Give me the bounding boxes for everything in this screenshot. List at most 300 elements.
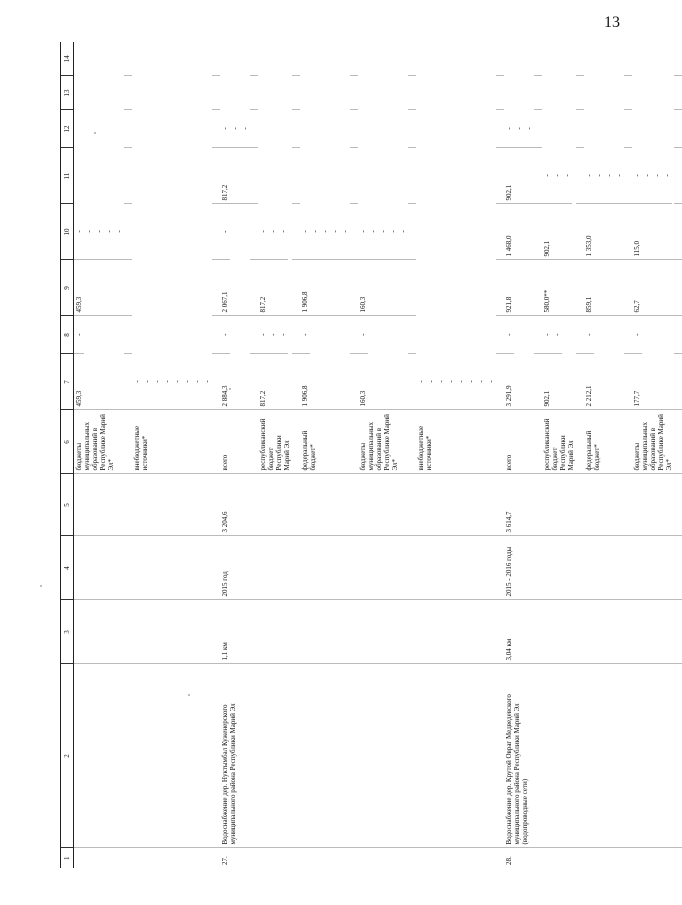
- cell-value-col13: -: [652, 148, 662, 204]
- cell-length: 3,04 км: [504, 600, 534, 664]
- cell-no: [132, 848, 212, 868]
- spacer-cell: [624, 110, 632, 148]
- spacer-cell: [534, 42, 542, 76]
- cell-value-col8: -: [584, 317, 594, 355]
- cell-value-col8: -: [504, 317, 514, 355]
- spacer-cell: [124, 42, 132, 76]
- spacer-cell: [624, 76, 632, 110]
- cell-value-col12: -: [320, 204, 330, 260]
- cell-value-col7: 2 212,1: [584, 354, 624, 410]
- spacer-cell: [576, 260, 584, 316]
- row-spacer: [212, 42, 220, 868]
- spacer-cell: [292, 848, 300, 868]
- cell-length: [632, 600, 674, 664]
- cell-length: [74, 600, 125, 664]
- spacer-cell: [250, 42, 258, 76]
- table-header: [61, 42, 74, 868]
- spacer-cell: [408, 204, 416, 260]
- spacer-cell: [212, 204, 220, 260]
- spacer-cell: [212, 260, 220, 316]
- spacer-cell: [674, 848, 682, 868]
- cell-name: [632, 664, 674, 848]
- cell-value-col9: 859,1: [584, 260, 624, 316]
- cell-value-col14: -: [562, 148, 572, 204]
- cell-name: [132, 664, 212, 848]
- spacer-cell: [250, 848, 258, 868]
- cell-value-col7: 2 884,3: [220, 354, 250, 410]
- spacer-cell: [624, 410, 632, 474]
- cell-cost: [132, 474, 212, 536]
- column-header-13: 13: [61, 76, 74, 110]
- spacer-cell: [350, 316, 358, 354]
- cell-value-col13: -: [330, 204, 340, 260]
- table-row: [220, 42, 250, 868]
- spacer-cell: [534, 536, 542, 600]
- cell-value-col9: -: [268, 317, 278, 355]
- table-row: [132, 42, 212, 868]
- row-spacer: [496, 42, 504, 868]
- row-spacer: [350, 42, 358, 868]
- scan-speck: [94, 132, 96, 134]
- spacer-cell: [674, 536, 682, 600]
- cell-value-col13: -: [268, 204, 278, 260]
- cell-cost: [416, 474, 496, 536]
- cell-value-col13: -: [230, 110, 240, 148]
- spacer-cell: [496, 664, 504, 848]
- column-header-9: 9: [61, 260, 74, 316]
- spacer-cell: [534, 316, 542, 354]
- spacer-cell: [408, 76, 416, 110]
- cell-value-col10: -: [446, 354, 456, 410]
- cell-value-col10: 580,0**: [542, 260, 576, 316]
- cell-value-col12: -: [642, 148, 652, 204]
- cell-no: [258, 848, 292, 868]
- cell-cost: [74, 474, 125, 536]
- spacer-cell: [674, 474, 682, 536]
- column-header-5: 5: [61, 474, 74, 536]
- cell-value-col8: -: [300, 317, 310, 355]
- cell-name: Водоснабжение дер. Крутой Овраг Медведевского муниципального района Республики Марий Эл (водопроводные сети): [504, 664, 534, 848]
- spacer-cell: [408, 260, 416, 316]
- cell-value-col7: 902,1: [542, 354, 576, 410]
- cell-value-col8: -: [358, 317, 368, 355]
- table-row: [584, 42, 624, 868]
- spacer-cell: [292, 664, 300, 848]
- spacer-cell: [576, 474, 584, 536]
- spacer-cell: [496, 474, 504, 536]
- cell-source: республиканский бюджет Республики Марий Эл: [258, 410, 292, 474]
- spacer-cell: [124, 260, 132, 316]
- cell-period: [74, 536, 125, 600]
- cell-source: бюджеты муниципальных образований в Республике Марий Эл*: [632, 410, 674, 474]
- spacer-cell: [534, 204, 542, 260]
- spacer-cell: [576, 148, 584, 204]
- cell-value-col10: 1 353,0: [584, 204, 624, 260]
- spacer-cell: [534, 600, 542, 664]
- cell-value-col11: 817,2: [258, 260, 292, 316]
- spacer-cell: [496, 76, 504, 110]
- spacer-cell: [350, 354, 358, 410]
- spacer-cell: [624, 148, 632, 204]
- spacer-cell: [674, 410, 682, 474]
- spacer-cell: [408, 316, 416, 354]
- spacer-cell: [624, 664, 632, 848]
- spacer-cell: [292, 474, 300, 536]
- spacer-cell: [212, 848, 220, 868]
- spacer-cell: [350, 664, 358, 848]
- cell-value-col9: 1 906,8: [300, 260, 350, 316]
- cell-length: [258, 600, 292, 664]
- cell-value-col12: -: [182, 354, 192, 410]
- spacer-cell: [292, 76, 300, 110]
- cell-value-col14: -: [340, 204, 350, 260]
- spacer-cell: [250, 76, 258, 110]
- cell-value-col7: 3 291,9: [504, 354, 534, 410]
- cell-cost: 3 614,7: [504, 474, 534, 536]
- cell-value-col12: -: [94, 204, 104, 260]
- cell-value-col11: -: [368, 204, 378, 260]
- cell-no: [584, 848, 624, 868]
- spacer-cell: [124, 204, 132, 260]
- cell-source: всего: [504, 410, 534, 474]
- investment-table: [60, 42, 682, 868]
- cell-length: [542, 600, 576, 664]
- spacer-cell: [408, 474, 416, 536]
- spacer-cell: [534, 354, 542, 410]
- spacer-cell: [124, 474, 132, 536]
- spacer-cell: [576, 316, 584, 354]
- spacer-cell: [124, 410, 132, 474]
- row-spacer: [250, 42, 258, 868]
- cell-source: республиканский бюджет Республики Марий Эл: [542, 410, 576, 474]
- spacer-cell: [292, 204, 300, 260]
- spacer-cell: [534, 664, 542, 848]
- cell-value-col8: -: [74, 317, 84, 355]
- cell-value-col10: -: [220, 205, 230, 261]
- cell-value-col14: -: [114, 204, 124, 260]
- cell-cost: [258, 474, 292, 536]
- cell-value-col8: -: [142, 354, 152, 410]
- spacer-cell: [674, 204, 682, 260]
- cell-value-col11: -: [632, 148, 642, 204]
- cell-cost: [300, 474, 350, 536]
- cell-source: внебюджетные источники*: [416, 410, 496, 474]
- spacer-cell: [292, 316, 300, 354]
- spacer-cell: [250, 260, 258, 316]
- spacer-cell: [292, 110, 300, 148]
- spacer-cell: [124, 848, 132, 868]
- spacer-cell: [674, 354, 682, 410]
- cell-value-col11: -: [456, 354, 466, 410]
- cell-value-col11: 902,1: [504, 148, 534, 204]
- cell-source: внебюджетные источники*: [132, 410, 212, 474]
- cell-period: 2015 - 2016 годы: [504, 536, 534, 600]
- spacer-cell: [674, 42, 682, 76]
- cell-period: [132, 536, 212, 600]
- table-row: [632, 42, 674, 868]
- spacer-cell: [674, 110, 682, 148]
- spacer-cell: [576, 536, 584, 600]
- spacer-cell: [292, 42, 300, 76]
- spacer-cell: [212, 664, 220, 848]
- cell-value-col13: -: [192, 354, 202, 410]
- table-row: [74, 42, 125, 868]
- spacer-cell: [350, 42, 358, 76]
- spacer-cell: [124, 110, 132, 148]
- scan-speck: [40, 585, 42, 587]
- cell-value-col8: -: [258, 317, 268, 355]
- cell-value-col14: -: [486, 354, 496, 410]
- cell-no: 27.: [221, 856, 229, 865]
- row-spacer: [534, 42, 542, 868]
- spacer-cell: [292, 354, 300, 410]
- cell-value-col7: -: [132, 354, 142, 410]
- spacer-cell: [250, 204, 258, 260]
- cell-source: бюджеты муниципальных образований в Республике Марий Эл*: [358, 410, 408, 474]
- cell-value-col9: -: [152, 354, 162, 410]
- spacer-cell: [534, 76, 542, 110]
- cell-value-col11: 817,2: [220, 148, 250, 204]
- spacer-cell: [576, 204, 584, 260]
- spacer-cell: [576, 110, 584, 148]
- cell-value-col9: -: [436, 354, 446, 410]
- cell-value-col11: -: [310, 204, 320, 260]
- spacer-cell: [496, 536, 504, 600]
- spacer-cell: [534, 148, 542, 204]
- cell-period: 2015 год: [220, 536, 250, 600]
- spacer-cell: [350, 204, 358, 260]
- cell-value-col7: 459,3: [74, 354, 125, 410]
- spacer-cell: [674, 148, 682, 204]
- cell-value-col14: -: [202, 354, 212, 410]
- spacer-cell: [292, 148, 300, 204]
- cell-value-col7: 817,2: [258, 354, 292, 410]
- spacer-cell: [292, 260, 300, 316]
- cell-value-col10: -: [358, 204, 368, 260]
- spacer-cell: [496, 148, 504, 204]
- cell-value-col10: -: [162, 354, 172, 410]
- spacer-cell: [576, 664, 584, 848]
- column-header-11: 11: [61, 148, 74, 204]
- spacer-cell: [212, 474, 220, 536]
- cell-value-col14: -: [662, 148, 672, 204]
- cell-no: [632, 848, 674, 868]
- cell-value-col10: -: [278, 317, 288, 355]
- spacer-cell: [576, 410, 584, 474]
- spacer-cell: [292, 600, 300, 664]
- spacer-cell: [496, 600, 504, 664]
- cell-value-col14: -: [524, 110, 534, 148]
- cell-length: [300, 600, 350, 664]
- spacer-cell: [624, 600, 632, 664]
- column-header-4: 4: [61, 536, 74, 600]
- table-row: [542, 42, 576, 868]
- cell-name: [542, 664, 576, 848]
- cell-value-col13: -: [104, 204, 114, 260]
- spacer-cell: [350, 600, 358, 664]
- spacer-cell: [674, 260, 682, 316]
- column-header-1: 1: [61, 848, 74, 868]
- cell-name: [300, 664, 350, 848]
- spacer-cell: [624, 354, 632, 410]
- spacer-cell: [624, 474, 632, 536]
- cell-length: [584, 600, 624, 664]
- table-row: [416, 42, 496, 868]
- cell-source: бюджеты муниципальных образований в Республике Марий Эл*: [74, 410, 125, 474]
- cell-value-col12: -: [504, 110, 514, 148]
- cell-value-col11: -: [584, 148, 594, 204]
- spacer-cell: [408, 110, 416, 148]
- table-row: [300, 42, 350, 868]
- spacer-cell: [124, 664, 132, 848]
- cell-name: [416, 664, 496, 848]
- cell-value-col9: -: [552, 317, 562, 355]
- cell-value-col9: 2 067,1: [220, 260, 250, 316]
- spacer-cell: [124, 316, 132, 354]
- spacer-cell: [250, 148, 258, 204]
- cell-no: [74, 848, 125, 868]
- spacer-cell: [350, 474, 358, 536]
- spacer-cell: [212, 76, 220, 110]
- cell-value-col9: 62,7: [632, 260, 674, 316]
- cell-length: [358, 600, 408, 664]
- cell-period: [258, 536, 292, 600]
- spacer-cell: [408, 536, 416, 600]
- spacer-cell: [408, 600, 416, 664]
- cell-value-col12: -: [542, 148, 552, 204]
- cell-value-col12: -: [466, 354, 476, 410]
- row-spacer: [624, 42, 632, 868]
- row-spacer: [292, 42, 300, 868]
- cell-period: [416, 536, 496, 600]
- cell-value-col8: -: [632, 317, 642, 355]
- spacer-cell: [496, 316, 504, 354]
- cell-value-col13: -: [514, 110, 524, 148]
- spacer-cell: [496, 110, 504, 148]
- cell-value-col13: -: [476, 354, 486, 410]
- cell-value-col12: -: [594, 148, 604, 204]
- column-header-3: 3: [61, 600, 74, 664]
- spacer-cell: [408, 354, 416, 410]
- cell-value-col14: -: [614, 148, 624, 204]
- spacer-cell: [250, 354, 258, 410]
- spacer-cell: [534, 474, 542, 536]
- rotated-table-container: [60, 42, 673, 868]
- cell-value-col8: -: [426, 354, 436, 410]
- spacer-cell: [534, 260, 542, 316]
- spacer-cell: [250, 664, 258, 848]
- spacer-cell: [496, 848, 504, 868]
- cell-no: [542, 848, 576, 868]
- spacer-cell: [250, 474, 258, 536]
- cell-value-col11: -: [172, 354, 182, 410]
- cell-value-col14: -: [398, 204, 408, 260]
- cell-cost: 3 204,6: [220, 474, 250, 536]
- cell-name: [584, 664, 624, 848]
- spacer-cell: [576, 600, 584, 664]
- cell-period: [358, 536, 408, 600]
- cell-length: [132, 600, 212, 664]
- cell-period: [542, 536, 576, 600]
- spacer-cell: [624, 42, 632, 76]
- cell-value-col10: -: [74, 204, 84, 260]
- spacer-cell: [408, 410, 416, 474]
- cell-source: федеральный бюджет*: [584, 410, 624, 474]
- row-spacer: [576, 42, 584, 868]
- cell-length: 1,1 км: [220, 600, 250, 664]
- cell-value-col12: -: [258, 204, 268, 260]
- cell-value-col10: 115,0: [632, 204, 674, 260]
- spacer-cell: [408, 848, 416, 868]
- cell-no: [300, 848, 350, 868]
- spacer-cell: [624, 316, 632, 354]
- column-header-10: 10: [61, 204, 74, 260]
- spacer-cell: [292, 410, 300, 474]
- spacer-cell: [124, 76, 132, 110]
- cell-source: федеральный бюджет*: [300, 410, 350, 474]
- spacer-cell: [576, 42, 584, 76]
- column-header-12: 12: [61, 110, 74, 148]
- spacer-cell: [292, 536, 300, 600]
- cell-source: всего: [220, 410, 250, 474]
- spacer-cell: [124, 600, 132, 664]
- spacer-cell: [624, 204, 632, 260]
- cell-value-col10: -: [300, 204, 310, 260]
- cell-period: [584, 536, 624, 600]
- cell-value-col13: -: [552, 148, 562, 204]
- spacer-cell: [534, 848, 542, 868]
- spacer-cell: [534, 410, 542, 474]
- spacer-cell: [212, 110, 220, 148]
- spacer-cell: [674, 316, 682, 354]
- cell-name: Водоснабжение дер. Нуктымбал Куженерского муниципального района Республики Марий Эл: [220, 664, 250, 848]
- spacer-cell: [496, 204, 504, 260]
- cell-no: [416, 848, 496, 868]
- spacer-cell: [624, 848, 632, 868]
- spacer-cell: [212, 316, 220, 354]
- cell-value-col14: -: [278, 204, 288, 260]
- spacer-cell: [350, 148, 358, 204]
- cell-value-col14: -: [240, 110, 250, 148]
- spacer-cell: [624, 260, 632, 316]
- cell-value-col8: -: [542, 317, 552, 355]
- spacer-cell: [576, 354, 584, 410]
- spacer-cell: [212, 42, 220, 76]
- header-row: [61, 42, 74, 868]
- spacer-cell: [212, 410, 220, 474]
- spacer-cell: [496, 260, 504, 316]
- spacer-cell: [576, 76, 584, 110]
- spacer-cell: [350, 848, 358, 868]
- cell-period: [300, 536, 350, 600]
- spacer-cell: [408, 664, 416, 848]
- scan-speck: [188, 694, 190, 696]
- spacer-cell: [250, 536, 258, 600]
- cell-value-col13: -: [604, 148, 614, 204]
- row-spacer: [408, 42, 416, 868]
- spacer-cell: [350, 536, 358, 600]
- cell-value-col7: -: [416, 354, 426, 410]
- cell-value-col7: 177,7: [632, 354, 674, 410]
- column-header-8: 8: [61, 316, 74, 354]
- scan-speck: [229, 388, 231, 390]
- cell-value-col10: 1 468,0: [504, 204, 534, 260]
- cell-name: [74, 664, 125, 848]
- spacer-cell: [674, 664, 682, 848]
- spacer-cell: [250, 600, 258, 664]
- spacer-cell: [124, 148, 132, 204]
- spacer-cell: [534, 110, 542, 148]
